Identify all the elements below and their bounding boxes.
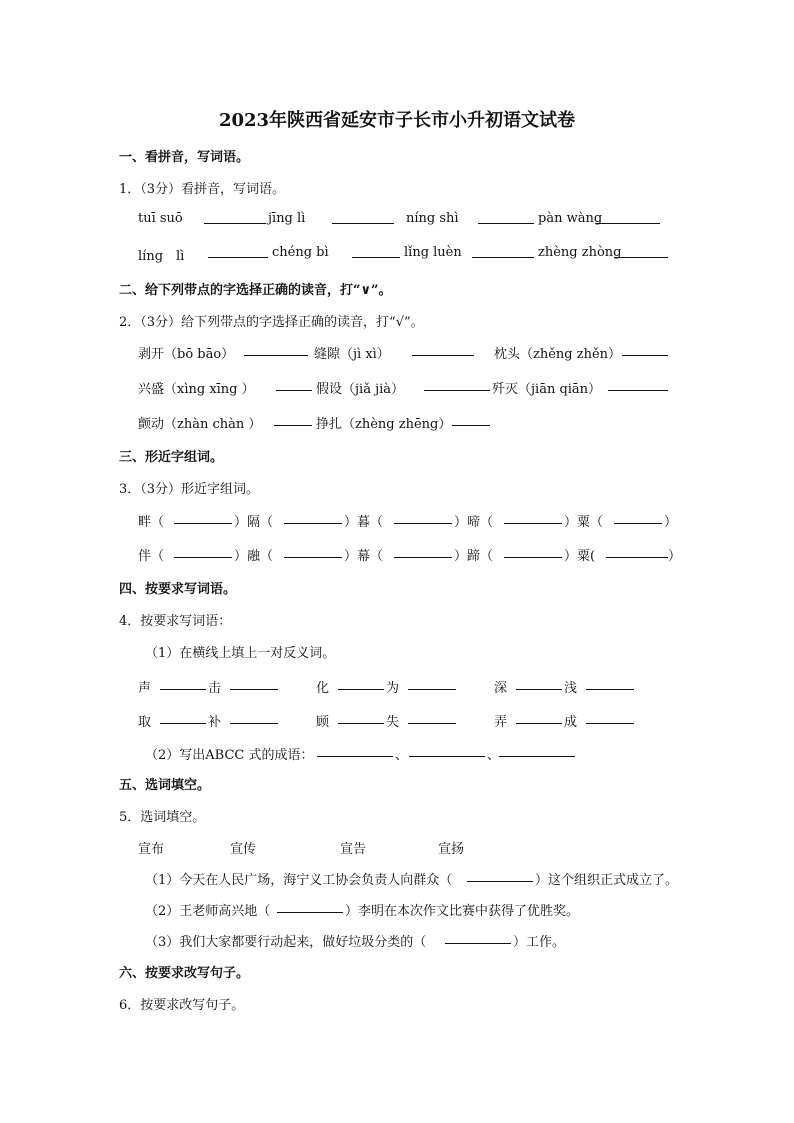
sentence-3 (145, 931, 585, 951)
answer-blank[interactable] (472, 245, 534, 258)
answer-blank[interactable] (394, 511, 452, 524)
answer-blank[interactable] (409, 744, 485, 757)
antonym-row-2 (138, 711, 658, 731)
answer-blank[interactable] (338, 711, 384, 724)
char-label: ）蹄（ (454, 549, 494, 564)
similar-char-row-1 (138, 511, 678, 531)
question-4-part-2 (145, 744, 585, 764)
section-5-heading: 五、选词填空。 (119, 778, 211, 793)
answer-blank[interactable] (504, 545, 562, 558)
answer-blank[interactable] (424, 378, 490, 391)
pronunciation-row-2 (138, 378, 678, 398)
answer-blank[interactable] (332, 211, 394, 224)
answer-blank[interactable] (614, 511, 662, 524)
char-label: ）暮（ (344, 515, 384, 530)
answer-blank[interactable] (174, 511, 232, 524)
answer-blank[interactable] (230, 677, 278, 690)
question-3: 3．（3分）形近字组词。 (119, 482, 260, 497)
answer-blank[interactable] (586, 677, 634, 690)
separator: 、 (395, 748, 409, 763)
answer-blank[interactable] (408, 677, 456, 690)
question-5: 5．选词填空。 (119, 810, 206, 825)
char-label: ）隔（ (234, 515, 274, 530)
answer-blank[interactable] (586, 711, 634, 724)
answer-blank[interactable] (478, 211, 534, 224)
antonym-char: 成 (564, 715, 578, 730)
answer-blank[interactable] (284, 545, 342, 558)
antonym-char: 击 (208, 681, 222, 696)
answer-blank[interactable] (445, 931, 511, 944)
pronunciation-item: 兴盛（xìng xīng ） (138, 382, 255, 397)
antonym-char: 弄 (494, 715, 508, 730)
pinyin-row-2 (138, 245, 698, 265)
word-choice: 宣告 (340, 842, 367, 857)
question-4-part-1: （1）在横线上填上一对反义词。 (145, 646, 336, 661)
pronunciation-item: 剥开（bō bāo） (138, 347, 235, 362)
antonym-char: 浅 (564, 681, 578, 696)
answer-blank[interactable] (338, 677, 384, 690)
antonym-row-1 (138, 677, 658, 697)
pronunciation-item: 假设（jiǎ jià） (316, 382, 405, 397)
answer-blank[interactable] (504, 511, 562, 524)
antonym-char: 声 (138, 681, 152, 696)
pronunciation-item: 缝隙（jì xì） (314, 347, 390, 362)
pronunciation-item: 挣扎（zhèng zhēng） (316, 417, 452, 432)
pinyin-item: líng lì (138, 249, 185, 264)
sentence-text: （2）王老师高兴地（ (145, 904, 271, 919)
pinyin-item: tuī suō (138, 211, 183, 226)
section-6-heading: 六、按要求改写句子。 (119, 966, 250, 981)
char-label: ） (668, 549, 682, 564)
answer-blank[interactable] (608, 378, 668, 391)
char-label: 伴（ (138, 549, 165, 564)
pronunciation-row-1 (138, 343, 678, 363)
answer-blank[interactable] (467, 869, 533, 882)
section-2-heading: 二、给下列带点的字选择正确的读音，打“∨”。 (119, 283, 392, 298)
answer-blank[interactable] (516, 711, 562, 724)
separator: 、 (487, 748, 501, 763)
word-choice: 宣布 (138, 842, 165, 857)
antonym-char: 深 (494, 681, 508, 696)
char-label: ） (664, 515, 678, 530)
answer-blank[interactable] (622, 343, 668, 356)
answer-blank[interactable] (614, 245, 668, 258)
section-3-heading: 三、形近字组词。 (119, 450, 224, 465)
answer-blank[interactable] (208, 245, 268, 258)
sentence-text: （1）今天在人民广场，海宁义工协会负责人向群众（ (145, 873, 453, 888)
answer-blank[interactable] (160, 677, 206, 690)
answer-blank[interactable] (317, 744, 393, 757)
pinyin-item: lǐng luèn (404, 245, 462, 260)
question-1: 1．（3分）看拼音，写词语。 (119, 182, 286, 197)
answer-blank[interactable] (284, 511, 342, 524)
char-label: ）啼（ (454, 515, 494, 530)
sentence-text: ）李明在本次作文比赛中获得了优胜奖。 (345, 904, 580, 919)
word-choices (138, 838, 498, 858)
antonym-char: 补 (208, 715, 222, 730)
question-2: 2．（3分）给下列带点的字选择正确的读音，打“√”。 (119, 315, 424, 330)
pronunciation-item: 歼灭（jiān qiān） (492, 382, 602, 397)
section-4-heading: 四、按要求写词语。 (119, 582, 237, 597)
answer-blank[interactable] (174, 545, 232, 558)
section-1-heading: 一、看拼音，写词语。 (119, 150, 250, 165)
pinyin-item: níng shì (406, 211, 459, 226)
answer-blank[interactable] (160, 711, 206, 724)
antonym-char: 化 (316, 681, 330, 696)
char-label: ）粟（ (564, 515, 604, 530)
question-6: 6．按要求改写句子。 (119, 998, 245, 1013)
answer-blank[interactable] (499, 744, 575, 757)
answer-blank[interactable] (516, 677, 562, 690)
antonym-char: 为 (386, 681, 400, 696)
pinyin-item: jīng lì (268, 211, 306, 226)
answer-blank[interactable] (394, 545, 452, 558)
char-label: 畔（ (138, 515, 165, 530)
similar-char-row-2 (138, 545, 683, 565)
sentence-text: ）这个组织正式成立了。 (535, 873, 679, 888)
sentence-text: ）工作。 (513, 935, 566, 950)
answer-blank[interactable] (230, 711, 278, 724)
pronunciation-row-3 (138, 413, 678, 433)
answer-blank[interactable] (412, 343, 474, 356)
sentence-1 (145, 869, 685, 889)
answer-blank[interactable] (204, 211, 266, 224)
answer-blank[interactable] (244, 343, 308, 356)
antonym-char: 失 (386, 715, 400, 730)
char-label: ）粟( (564, 549, 596, 564)
word-choice: 宣扬 (438, 842, 465, 857)
question-4: 4．按要求写词语： (119, 614, 232, 629)
sentence-2 (145, 900, 645, 920)
part-2-prompt: （2）写出ABCC 式的成语： (145, 748, 314, 763)
pronunciation-item: 颤动（zhàn chàn ） (138, 417, 262, 432)
pinyin-item: pàn wàng (538, 211, 603, 226)
answer-blank[interactable] (452, 413, 490, 426)
pinyin-row-1 (138, 211, 698, 231)
pronunciation-item: 枕头（zhěng zhěn） (494, 347, 622, 362)
char-label: ）幕（ (344, 549, 384, 564)
page-title: 2023年陕西省延安市子长市小升初语文试卷 (218, 110, 576, 131)
word-choice: 宣传 (230, 842, 257, 857)
answer-blank[interactable] (277, 900, 343, 913)
answer-blank[interactable] (276, 378, 312, 391)
antonym-char: 取 (138, 715, 152, 730)
answer-blank[interactable] (408, 711, 456, 724)
pinyin-item: chéng bì (272, 245, 329, 260)
antonym-char: 顾 (316, 715, 330, 730)
answer-blank[interactable] (274, 413, 312, 426)
char-label: ）融（ (234, 549, 274, 564)
pinyin-item: zhèng zhòng (538, 245, 622, 260)
answer-blank[interactable] (596, 211, 660, 224)
answer-blank[interactable] (606, 545, 668, 558)
answer-blank[interactable] (352, 245, 400, 258)
sentence-text: （3）我们大家都要行动起来，做好垃圾分类的（ (145, 935, 427, 950)
